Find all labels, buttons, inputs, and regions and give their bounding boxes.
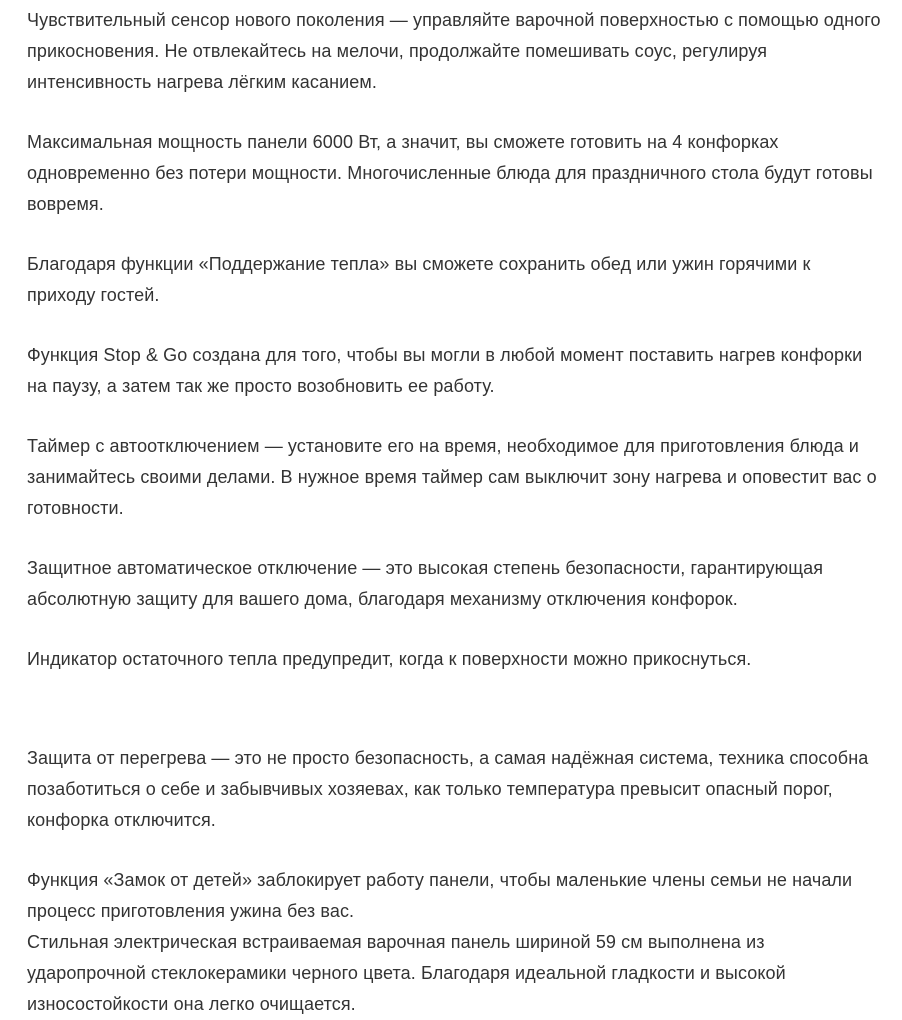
description-paragraph-timer: Таймер с автоотключением — установите его на время, необходимое для приготовления блюда и занимайтесь своими делами. В нужное время таймер сам выключит зону нагрева и оповестит вас о готовности. (27, 436, 877, 518)
description-paragraph-design: Стильная электрическая встраиваемая варочная панель шириной 59 см выполнена из ударопрочной стеклокерамики черного цвета. Благодаря идеальной гладкости и высокой износостойкости она легко очищается. (27, 932, 786, 1014)
description-paragraph-auto-shutoff: Защитное автоматическое отключение — это высокая степень безопасности, гарантирующая абсолютную защиту для вашего дома, благодаря механизму отключения конфорок. (27, 558, 824, 609)
description-paragraph-child-lock: Функция «Замок от детей» заблокирует работу панели, чтобы маленькие члены семьи не начали процесс приготовления ужина без вас. (27, 870, 853, 921)
description-paragraph-overheat-protection: Защита от перегрева — это не просто безопасность, а самая надёжная система, техника способна позаботиться о себе и забывчивых хозяевах, как только температура превысит опасный порог, конфорка отключится. (27, 748, 869, 830)
description-paragraph-keep-warm: Благодаря функции «Поддержание тепла» вы сможете сохранить обед или ужин горячими к приходу гостей. (27, 254, 811, 305)
description-paragraph-residual-heat: Индикатор остаточного тепла предупредит, когда к поверхности можно прикоснуться. (27, 649, 752, 669)
description-paragraph-power: Максимальная мощность панели 6000 Вт, а значит, вы сможете готовить на 4 конфорках одновременно без потери мощности. Многочисленные блюда для праздничного стола будут готовы вовремя. (27, 132, 873, 214)
description-paragraph-stop-and-go: Функция Stop & Go создана для того, чтобы вы могли в любой момент поставить нагрев конфорки на паузу, а затем так же просто возобновить ее работу. (27, 345, 863, 396)
description-paragraph-sensor: Чувствительный сенсор нового поколения — управляйте варочной поверхностью с помощью одного прикосновения. Не отвлекайтесь на мелочи, продолжайте помешивать соус, регулируя интенсивность нагрева лёгким касанием. (27, 10, 881, 92)
